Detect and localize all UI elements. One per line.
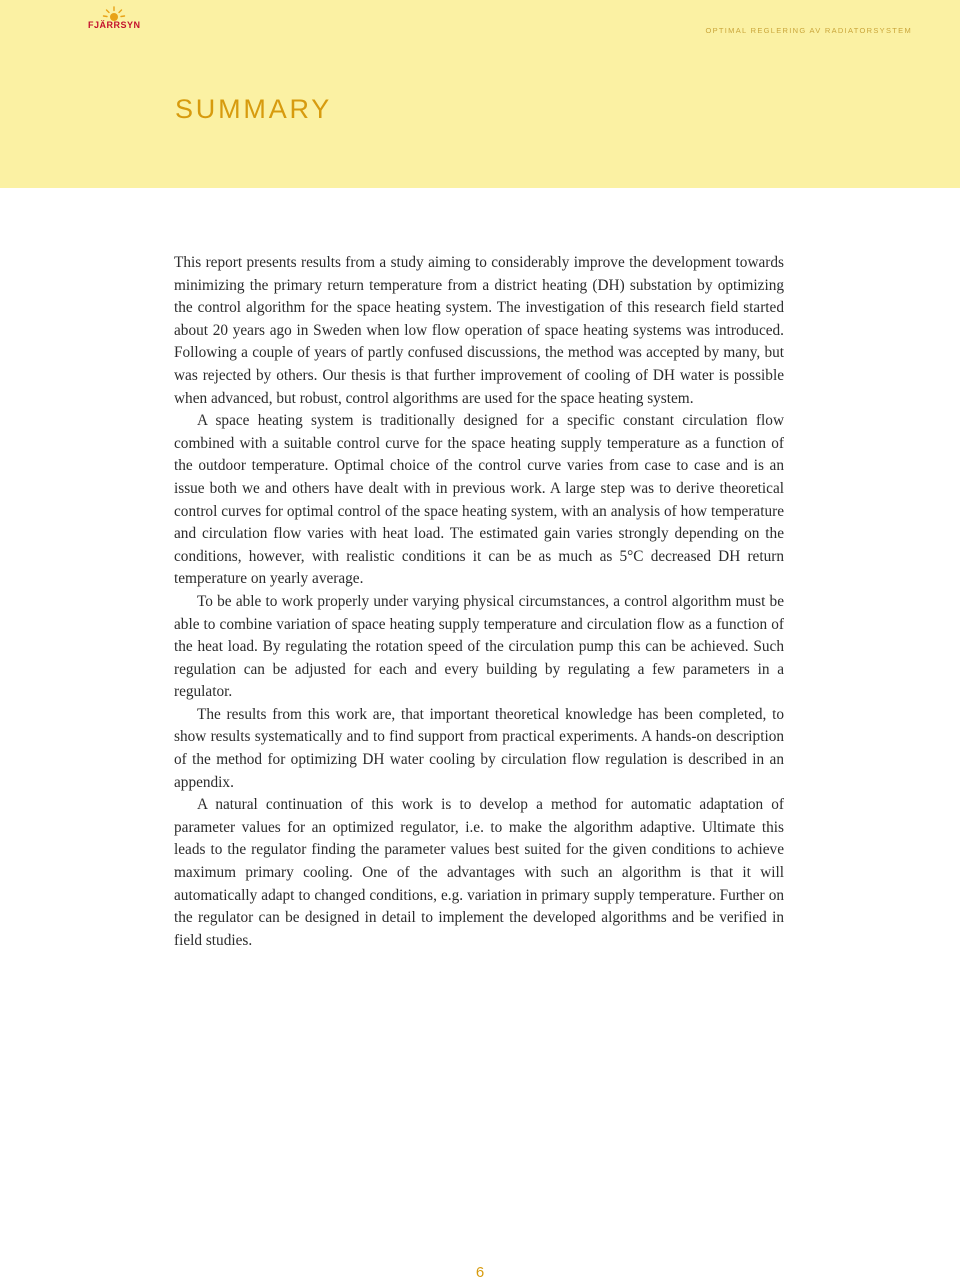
fjarrsyn-logo xyxy=(88,6,140,32)
page-number: 6 xyxy=(475,1264,485,1281)
header-band xyxy=(0,0,960,188)
paragraph: The results from this work are, that important theoretical knowledge has been completed, to show results systematically and to find support from practical experiments. A hands-on description of the method for optimizing DH water cooling by circulation flow regulation is described in an appendix. xyxy=(174,705,784,791)
paragraph: A natural continuation of this work is to develop a method for automatic adaptation of parameter values for an optimized regulator, i.e. to make the algorithm adaptive. Ultimate this leads to the regulator finding the parameter values best suited for the given conditions to achieve maximum primary cooling. One of the advantages with such an algorithm is that it will automatically adapt to changed conditions, e.g. variation in primary supply temperature. Further on the regulator can be designed in detail to implement the developed algorithms and be verified in field studies. xyxy=(174,796,784,949)
paragraph: This report presents results from a study aiming to considerably improve the development towards minimizing the primary return temperature from a district heating (DH) substation by optimizing the control algorithm for the space heating system. The investigation of this research field started about 20 years ago in Sweden when low flow operation of space heating systems was introduced. Following a couple of years of partly confused discussions, the method was accepted by many, but was rejected by others. Our thesis is that further improvement of cooling of DH water is possible when advanced, but robust, control algorithms are used for the space heating system. xyxy=(174,254,784,407)
paragraph: A space heating system is traditionally designed for a specific constant circulation flow combined with a suitable control curve for the space heating supply temperature as a function of the outdoor temperature. Optimal choice of the control curve varies from case to case and is an issue both we and others have dealt with in previous work. A large step was to derive theoretical control curves for optimal control of the space heating system, with an analysis of how temperature and circulation flow varies with heat load. The estimated gain varies strongly depending on the conditions, however, with realistic conditions it can be as much as 5°C decreased DH return temperature on yearly average. xyxy=(174,412,784,588)
paragraph: To be able to work properly under varying physical circumstances, a control algorithm must be able to combine variation of space heating supply temperature and circulation flow as a function of the heat load. By regulating the rotation speed of the circulation pump this can be achieved. Such regulation can be adjusted for each and every building by regulating a few parameters in a regulator. xyxy=(174,592,784,701)
running-head: OPTIMAL REGLERING AV RADIATORSYSTEM xyxy=(705,26,912,35)
logo-text: FJÄRRSYN xyxy=(88,20,141,30)
section-title: SUMMARY xyxy=(175,94,333,124)
summary-body xyxy=(174,252,784,952)
